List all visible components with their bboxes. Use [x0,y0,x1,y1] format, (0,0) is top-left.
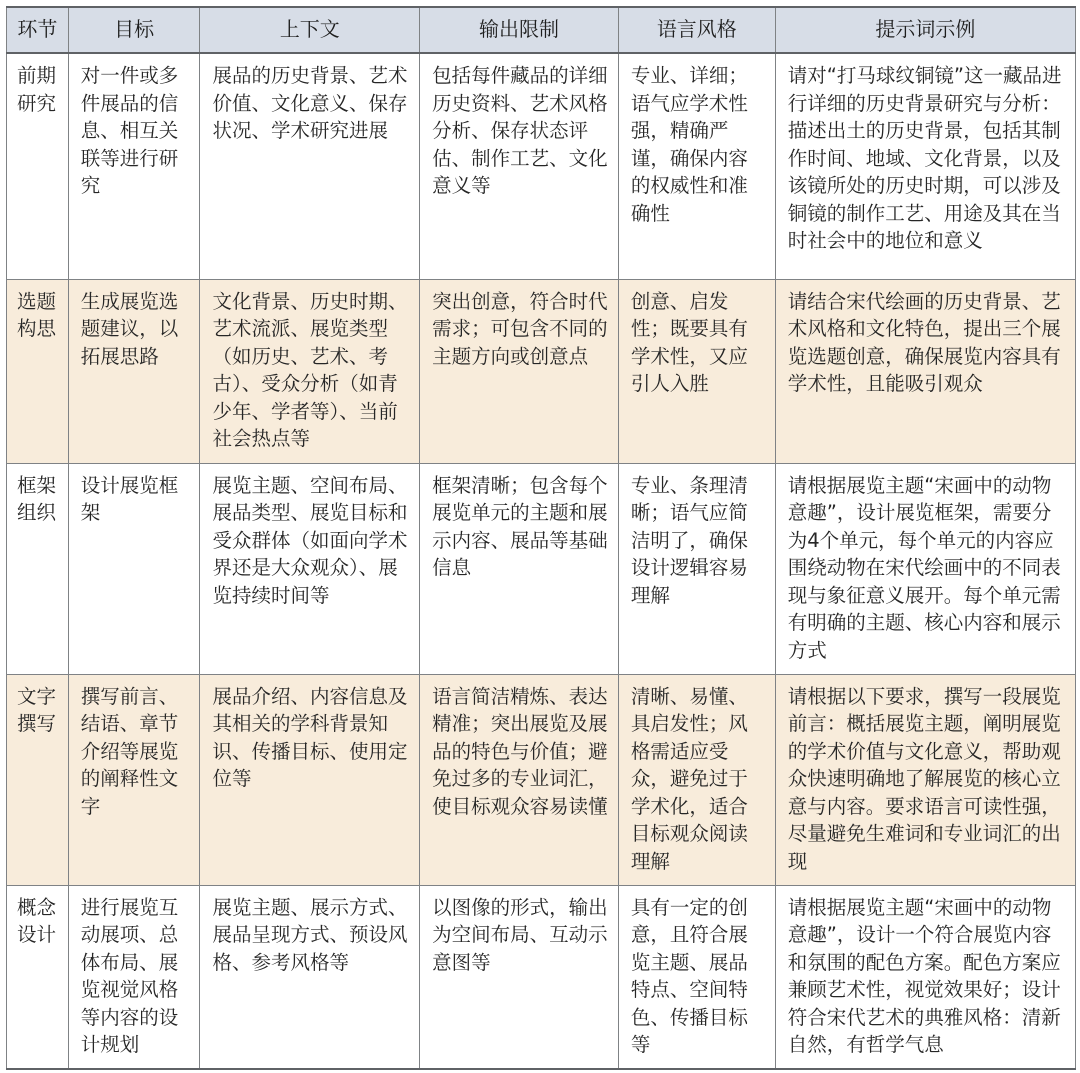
header-prompt-example: 提示词示例 [775,7,1075,53]
table-row [7,53,1076,279]
header-goal: 目标 [68,7,200,53]
header-language-style: 语言风格 [618,7,775,53]
stage-cell: 选题构思 [7,279,69,463]
prompt-table [6,6,1076,1070]
table-row [7,885,1076,1069]
output-cell: 包括每件藏品的详细历史资料、艺术风格分析、保存状态评估、制作工艺、文化意义等 [420,53,619,279]
style-cell: 专业、条理清晰；语气应简洁明了，确保设计逻辑容易理解 [618,463,775,674]
goal-cell: 生成展览选题建议，以拓展思路 [68,279,200,463]
goal-cell: 进行展览互动展项、总体布局、展览视觉风格等内容的设计规划 [68,885,200,1069]
output-cell: 突出创意，符合时代需求；可包含不同的主题方向或创意点 [420,279,619,463]
table-row [7,463,1076,674]
style-cell: 专业、详细；语气应学术性强，精确严谨，确保内容的权威性和准确性 [618,53,775,279]
table-container [6,6,1076,1070]
style-cell: 具有一定的创意，且符合展览主题、展品特点、空间特色、传播目标等 [618,885,775,1069]
stage-cell: 框架组织 [7,463,69,674]
prompt-cell: 请对“打马球纹铜镜”这一藏品进行详细的历史背景研究与分析：描述出土的历史背景，包括其制作时间、地域、文化背景，以及该镜所处的历史时期，可以涉及铜镜的制作工艺、用途及其在当时社会中的地位和意义 [775,53,1075,279]
header-stage: 环节 [7,7,69,53]
stage-cell: 前期研究 [7,53,69,279]
prompt-cell: 请根据展览主题“宋画中的动物意趣”，设计展览框架，需要分为4个单元，每个单元的内容应围绕动物在宋代绘画中的不同表现与象征意义展开。每个单元需有明确的主题、核心内容和展示方式 [775,463,1075,674]
context-cell: 展品介绍、内容信息及其相关的学科背景知识、传播目标、使用定位等 [200,674,420,885]
context-cell: 展览主题、展示方式、展品呈现方式、预设风格、参考风格等 [200,885,420,1069]
header-context: 上下文 [200,7,420,53]
context-cell: 展品的历史背景、艺术价值、文化意义、保存状况、学术研究进展 [200,53,420,279]
goal-cell: 设计展览框架 [68,463,200,674]
style-cell: 清晰、易懂、具启发性；风格需适应受众，避免过于学术化，适合目标观众阅读理解 [618,674,775,885]
prompt-cell: 请结合宋代绘画的历史背景、艺术风格和文化特色，提出三个展览选题创意，确保展览内容具有学术性，且能吸引观众 [775,279,1075,463]
goal-cell: 撰写前言、结语、章节介绍等展览的阐释性文字 [68,674,200,885]
stage-cell: 文字撰写 [7,674,69,885]
output-cell: 以图像的形式，输出为空间布局、互动示意图等 [420,885,619,1069]
table-row [7,674,1076,885]
style-cell: 创意、启发性；既要具有学术性，又应引人入胜 [618,279,775,463]
context-cell: 文化背景、历史时期、艺术流派、展览类型（如历史、艺术、考古）、受众分析（如青少年、学者等）、当前社会热点等 [200,279,420,463]
context-cell: 展览主题、空间布局、展品类型、展览目标和受众群体（如面向学术界还是大众观众）、展览持续时间等 [200,463,420,674]
header-output-limits: 输出限制 [420,7,619,53]
output-cell: 语言简洁精炼、表达精准；突出展览及展品的特色与价值；避免过多的专业词汇，使目标观众容易读懂 [420,674,619,885]
header-row [7,7,1076,53]
table-row [7,279,1076,463]
output-cell: 框架清晰；包含每个展览单元的主题和展示内容、展品等基础信息 [420,463,619,674]
goal-cell: 对一件或多件展品的信息、相互关联等进行研究 [68,53,200,279]
prompt-cell: 请根据展览主题“宋画中的动物意趣”，设计一个符合展览内容和氛围的配色方案。配色方案应兼顾艺术性，视觉效果好；设计符合宋代艺术的典雅风格：清新自然，有哲学气息 [775,885,1075,1069]
prompt-cell: 请根据以下要求，撰写一段展览前言：概括展览主题，阐明展览的学术价值与文化意义，帮助观众快速明确地了解展览的核心立意与内容。要求语言可读性强，尽量避免生难词和专业词汇的出现 [775,674,1075,885]
stage-cell: 概念设计 [7,885,69,1069]
